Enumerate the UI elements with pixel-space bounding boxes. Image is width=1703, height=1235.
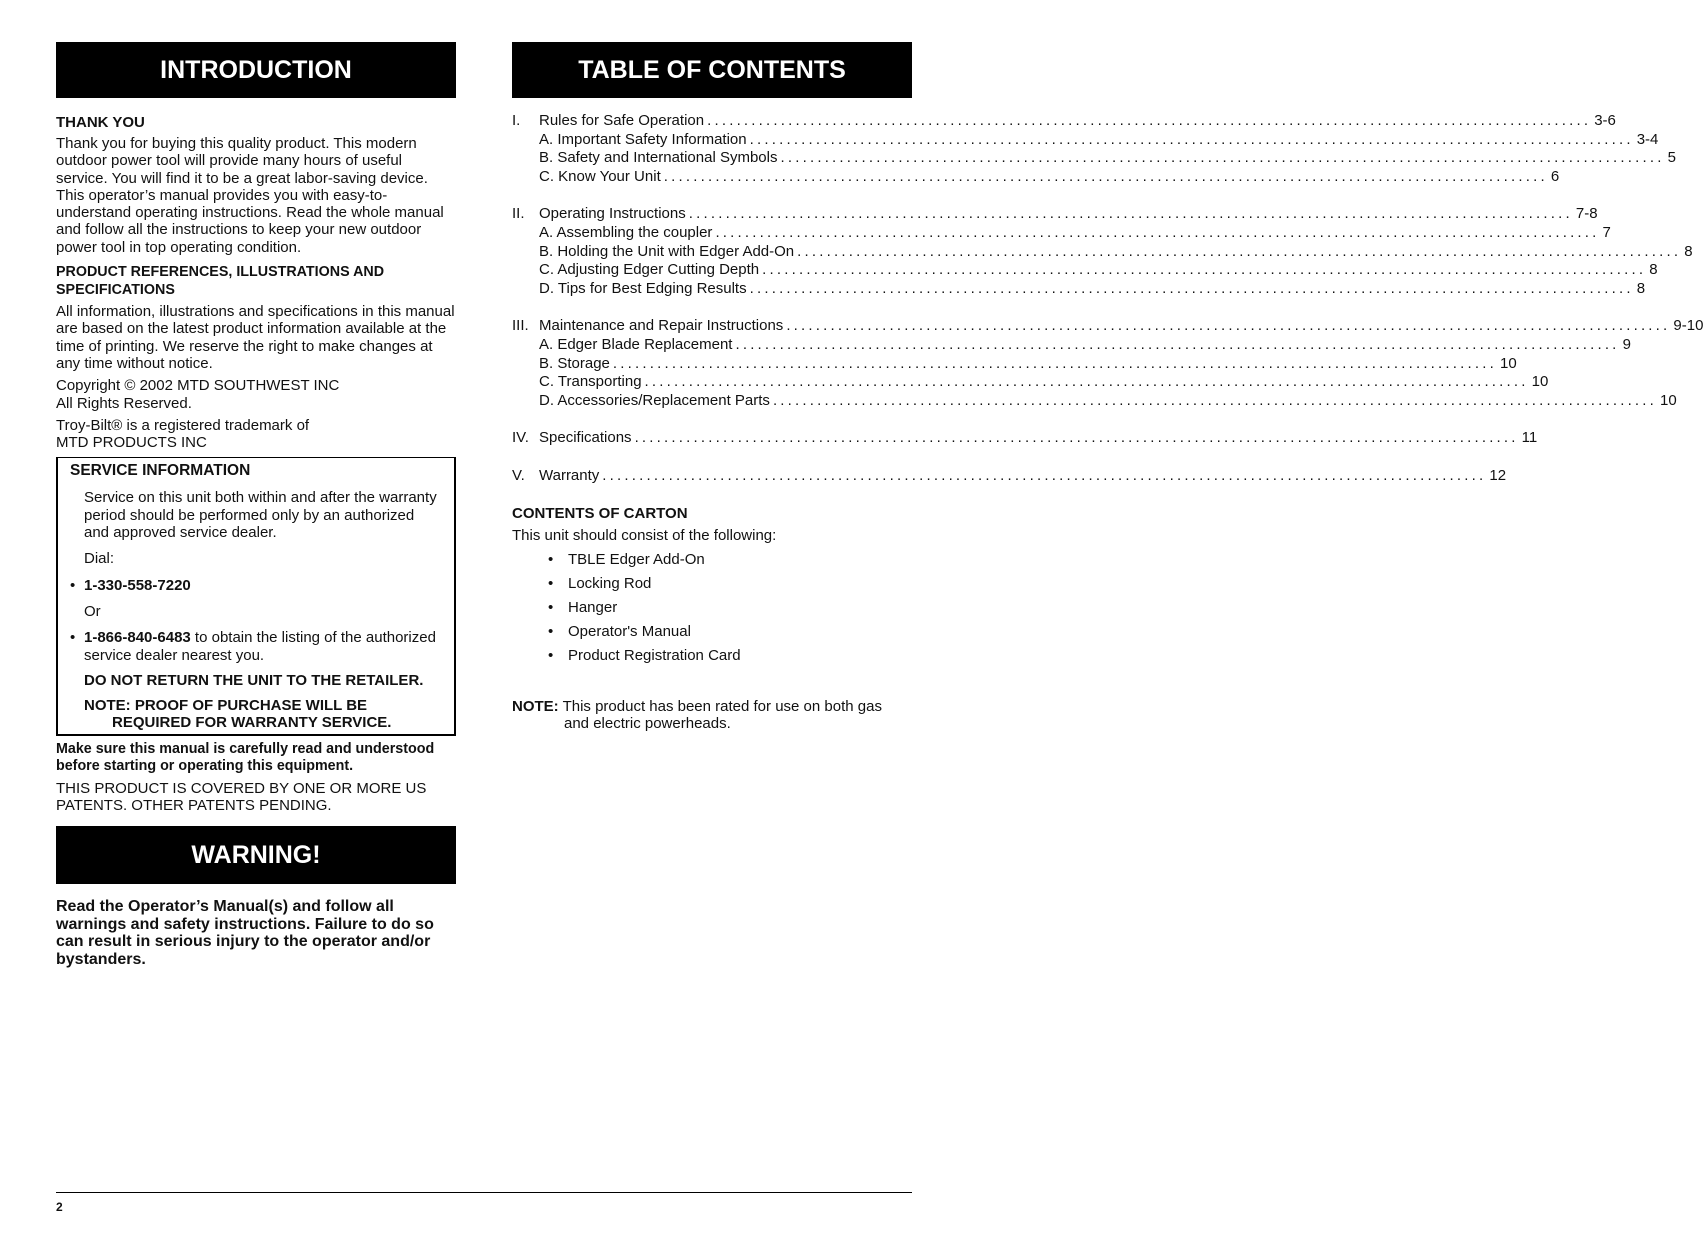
toc-page-number: 10 bbox=[1660, 391, 1677, 409]
toc-number bbox=[512, 336, 539, 355]
warning-body: Read the Operator’s Manual(s) and follow all warnings and safety instructions. Failure to do so can result in serious injury to the operator and/or bystanders. bbox=[56, 898, 434, 968]
toc-title: B. Safety and International Symbols bbox=[539, 149, 778, 167]
phone-number-2: 1-866-840-6483 bbox=[84, 629, 191, 647]
service-information-box bbox=[56, 457, 456, 735]
toc-title: Warranty bbox=[539, 466, 600, 484]
toc-subentry bbox=[512, 167, 1560, 187]
toc-number bbox=[512, 224, 539, 243]
product-references-body: All information, illustrations and specifications in this manual are based on the latest product information available at the time of printing. We reserve the right to make changes at any time without notice. bbox=[56, 303, 455, 372]
phone-item-1 bbox=[70, 577, 442, 594]
toc-leader-dots: ........................................................................................................................ bbox=[780, 149, 1665, 167]
bullet: • bbox=[70, 629, 76, 647]
toc-leader-dots: ........................................................................................................................ bbox=[772, 391, 1658, 409]
toc-subentry bbox=[512, 391, 1677, 411]
toc-title: Operating Instructions bbox=[539, 205, 686, 223]
bullet: • bbox=[548, 574, 554, 592]
toc-subentry bbox=[512, 335, 1631, 355]
toc-number bbox=[512, 168, 539, 187]
table-of-contents bbox=[512, 112, 1703, 486]
toc-title: B. Storage bbox=[539, 354, 610, 372]
carton-item bbox=[548, 620, 912, 644]
bullet: • bbox=[548, 598, 554, 616]
toc-subentry bbox=[512, 130, 1659, 150]
toc-title: Maintenance and Repair Instructions bbox=[539, 317, 784, 335]
toc-number: III. bbox=[512, 317, 529, 335]
phone-item-2 bbox=[70, 629, 442, 664]
contents-of-carton bbox=[512, 505, 912, 668]
footer-rule bbox=[56, 1192, 912, 1193]
toc-number: II. bbox=[512, 205, 525, 223]
or-label: Or bbox=[84, 602, 101, 620]
toc-title: Rules for Safe Operation bbox=[539, 112, 705, 129]
toc-group bbox=[512, 317, 1703, 410]
toc-leader-dots: ........................................................................................................................ bbox=[749, 279, 1634, 297]
toc-page-number: 3-6 bbox=[1594, 112, 1616, 129]
toc-subentry bbox=[512, 223, 1611, 243]
toc-page-number: 10 bbox=[1500, 354, 1517, 372]
rights-line: All Rights Reserved. bbox=[56, 394, 192, 412]
toc-number bbox=[512, 131, 539, 150]
note-text-cont: and electric powerheads. bbox=[564, 715, 731, 733]
right-column bbox=[512, 42, 1703, 733]
toc-entry bbox=[512, 466, 1507, 486]
toc-leader-dots: ........................................................................................................................ bbox=[749, 130, 1634, 148]
proof-of-purchase-note: NOTE: PROOF OF PURCHASE WILL BE bbox=[84, 697, 368, 715]
toc-page-number: 8 bbox=[1684, 242, 1693, 260]
toc-page-number: 10 bbox=[1531, 373, 1549, 391]
carton-item-label: Product Registration Card bbox=[568, 646, 741, 664]
toc-subentry bbox=[512, 149, 1676, 168]
trademark-line: Troy-Bilt® is a registered trademark of bbox=[56, 416, 310, 434]
toc-page-number: 3-4 bbox=[1636, 130, 1659, 148]
product-references-heading: PRODUCT REFERENCES, ILLUSTRATIONS AND SPECIFICATIONS bbox=[56, 264, 385, 298]
proof-of-purchase-note-cont: REQUIRED FOR WARRANTY SERVICE. bbox=[112, 714, 392, 732]
introduction-banner: INTRODUCTION bbox=[56, 42, 456, 98]
bullet: • bbox=[70, 576, 76, 594]
carton-item bbox=[548, 644, 912, 668]
toc-number: IV. bbox=[512, 429, 529, 447]
thank-you-body: Thank you for buying this quality product. This modern outdoor power tool will provide many hours of useful service. You will find it to be a great labor-saving device. This operator’s manual provides you with easy-to-understand operating instructions. Read the whole manual and follow all the instructions to keep your new outdoor power tool in top operating condition. bbox=[56, 135, 444, 256]
toc-number bbox=[512, 355, 539, 374]
table-of-contents-banner: TABLE OF CONTENTS bbox=[512, 42, 912, 98]
toc-leader-dots: ........................................................................................................................ bbox=[602, 466, 1487, 484]
service-heading: SERVICE INFORMATION bbox=[70, 462, 251, 480]
carton-item-label: TBLE Edger Add-On bbox=[568, 550, 705, 568]
dial-label: Dial: bbox=[84, 550, 115, 568]
toc-number bbox=[512, 280, 539, 299]
make-sure-notice: Make sure this manual is carefully read and understood before starting or operating this equipment. bbox=[56, 740, 435, 775]
toc-title: C. Transporting bbox=[539, 373, 642, 391]
toc-page-number: 12 bbox=[1489, 466, 1507, 484]
carton-intro: This unit should consist of the following: bbox=[512, 526, 777, 544]
powerhead-note bbox=[512, 698, 912, 733]
carton-list bbox=[512, 548, 912, 668]
toc-leader-dots: ........................................................................................................................ bbox=[707, 112, 1592, 129]
toc-title: B. Holding the Unit with Edger Add-On bbox=[539, 242, 795, 260]
page-number: 2 bbox=[56, 1200, 63, 1214]
toc-title: C. Adjusting Edger Cutting Depth bbox=[539, 261, 760, 279]
toc-number bbox=[512, 243, 539, 262]
carton-heading: CONTENTS OF CARTON bbox=[512, 504, 688, 522]
toc-page-number: 7 bbox=[1602, 223, 1611, 241]
carton-item-label: Locking Rod bbox=[568, 574, 652, 592]
bullet: • bbox=[548, 550, 554, 568]
toc-page-number: 8 bbox=[1649, 261, 1658, 279]
carton-item-label: Operator's Manual bbox=[568, 622, 691, 640]
do-not-return-notice: DO NOT RETURN THE UNIT TO THE RETAILER. bbox=[84, 671, 424, 689]
toc-leader-dots: ........................................................................................................................ bbox=[786, 317, 1671, 335]
toc-entry bbox=[512, 205, 1598, 224]
phone-number-1: 1-330-558-7220 bbox=[84, 576, 191, 594]
toc-leader-dots: ........................................................................................................................ bbox=[634, 429, 1519, 447]
toc-title: Specifications bbox=[539, 429, 632, 447]
toc-group bbox=[512, 466, 1507, 486]
toc-page-number: 6 bbox=[1550, 167, 1560, 185]
toc-number bbox=[512, 392, 539, 411]
bullet: • bbox=[548, 646, 554, 664]
carton-item bbox=[548, 572, 912, 596]
carton-item bbox=[548, 596, 912, 620]
toc-page-number: 9-10 bbox=[1673, 317, 1703, 335]
toc-entry bbox=[512, 429, 1538, 448]
toc-group bbox=[512, 429, 1538, 448]
toc-page-number: 8 bbox=[1636, 279, 1646, 297]
toc-leader-dots: ........................................................................................................................ bbox=[688, 205, 1573, 223]
toc-leader-dots: ........................................................................................................................ bbox=[715, 223, 1600, 241]
trademark-owner: MTD PRODUCTS INC bbox=[56, 434, 207, 452]
toc-group bbox=[512, 205, 1693, 298]
service-body: Service on this unit both within and after the warranty period should be performed only by an authorized and approved service dealer. bbox=[84, 489, 437, 542]
toc-group bbox=[512, 112, 1676, 186]
note-text: This product has been rated for use on both gas bbox=[558, 697, 882, 715]
toc-page-number: 9 bbox=[1622, 335, 1631, 353]
toc-number bbox=[512, 373, 539, 392]
warning-banner: WARNING! bbox=[56, 826, 456, 884]
bullet: • bbox=[548, 622, 554, 640]
copyright-line: Copyright © 2002 MTD SOUTHWEST INC bbox=[56, 377, 340, 395]
phone-2-description: to obtain the listing of the authorized service dealer nearest you. bbox=[84, 629, 436, 664]
toc-number bbox=[512, 261, 539, 280]
toc-leader-dots: ........................................................................................................................ bbox=[762, 261, 1647, 279]
toc-title: C. Know Your Unit bbox=[539, 167, 661, 185]
thank-you-heading: THANK YOU bbox=[56, 114, 145, 131]
toc-title: D. Tips for Best Edging Results bbox=[539, 279, 747, 297]
toc-entry bbox=[512, 112, 1616, 131]
patents-notice: THIS PRODUCT IS COVERED BY ONE OR MORE US PATENTS. OTHER PATENTS PENDING. bbox=[56, 779, 427, 815]
toc-number: V. bbox=[512, 466, 525, 484]
toc-subentry bbox=[512, 373, 1549, 392]
toc-leader-dots: ........................................................................................................................ bbox=[644, 373, 1529, 391]
left-column bbox=[56, 42, 456, 968]
toc-title: A. Edger Blade Replacement bbox=[539, 335, 733, 353]
note-label: NOTE: bbox=[512, 697, 559, 715]
toc-number bbox=[512, 149, 539, 168]
toc-number: I. bbox=[512, 112, 521, 129]
toc-leader-dots: ........................................................................................................................ bbox=[735, 335, 1620, 353]
carton-item-label: Hanger bbox=[568, 598, 618, 616]
toc-subentry bbox=[512, 261, 1658, 280]
toc-page-number: 5 bbox=[1667, 149, 1676, 167]
toc-title: D. Accessories/Replacement Parts bbox=[539, 391, 770, 409]
toc-leader-dots: ........................................................................................................................ bbox=[663, 167, 1548, 185]
toc-subentry bbox=[512, 242, 1693, 262]
toc-subentry bbox=[512, 354, 1517, 374]
toc-title: A. Assembling the coupler bbox=[539, 223, 713, 241]
toc-page-number: 7-8 bbox=[1575, 205, 1598, 223]
toc-page-number: 11 bbox=[1521, 429, 1538, 447]
carton-item bbox=[548, 548, 912, 572]
toc-title: A. Important Safety Information bbox=[539, 130, 747, 148]
toc-leader-dots: ........................................................................................................................ bbox=[612, 354, 1497, 372]
toc-subentry bbox=[512, 279, 1646, 299]
toc-entry bbox=[512, 317, 1703, 336]
toc-leader-dots: ........................................................................................................................ bbox=[797, 242, 1682, 260]
